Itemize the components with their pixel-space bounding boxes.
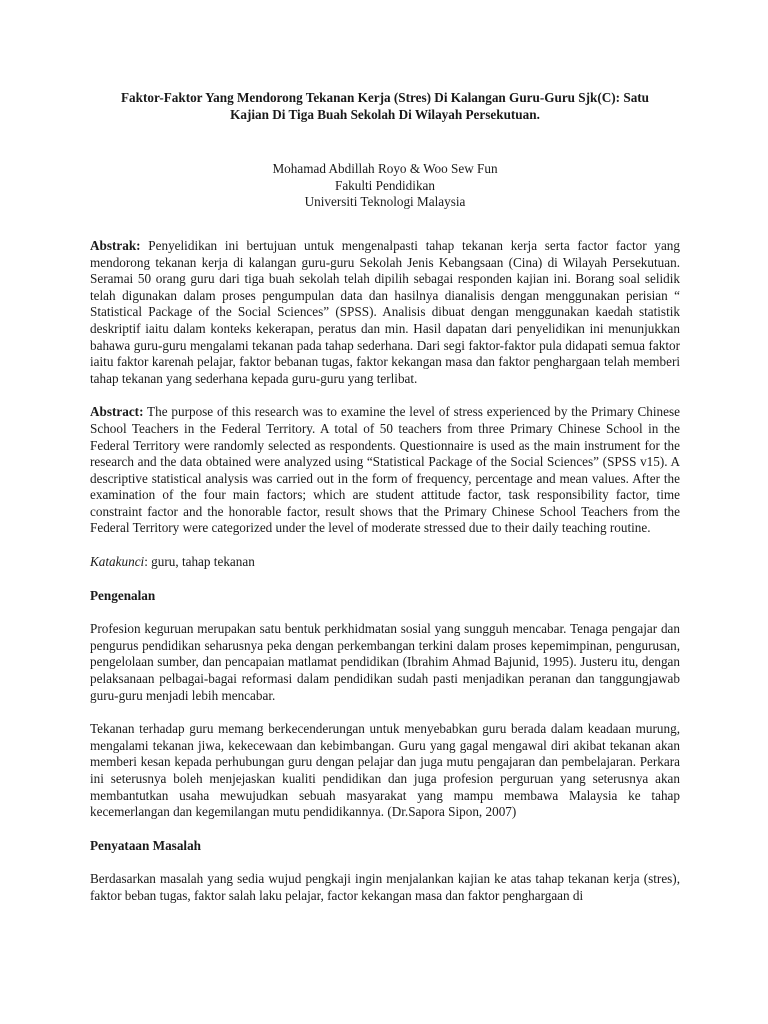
keywords-text: : guru, tahap tekanan (144, 554, 255, 570)
pengenalan-paragraph-2: Tekanan terhadap guru memang berkecenderungan untuk menyebabkan guru berada dalam keadaan murung, mengalami tekanan jiwa, kekecewaan dan kebimbangan. Guru yang gagal mengawal diri akibat tekanan akan memberi kesan kepada perhubungan guru dengan pelajar dan juga mutu pengajaran dan pembelajaran. Perkara ini seterusnya boleh menjejaskan kualiti pendidikan dan juga profesion perguruan yang seterusnya akan membantutkan usaha mewujudkan sebuah masyarakat yang mampu membawa Malaysia ke tahap kecemerlangan dan kegemilangan mutu pendidikannya. (Dr.Sapora Sipon, 2007) (90, 721, 680, 820)
author-university: Universiti Teknologi Malaysia (304, 194, 466, 210)
abstract-label: Abstract: (90, 404, 144, 420)
paper-title-line-2: Kajian Di Tiga Buah Sekolah Di Wilayah Persekutuan. (230, 106, 540, 122)
abstrak-text: Penyelidikan ini bertujuan untuk mengenalpasti tahap tekanan kerja serta factor factor yang mendorong tekanan kerja di kalangan guru-guru Sekolah Jenis Kebangsaan (Cina) di Wilayah Persekutuan. Seramai 50 orang guru dari tiga buah sekolah telah dipilih sebagai responden kajian ini. Borang soal selidik telah digunakan dalam proses pengumpulan data dan hasilnya dianalisis dengan menggunakan perisian “ Statistical Package of the Social Sciences” (SPSS). Analisis dibuat dengan menggunakan kaedah statistik deskriptif iaitu dalam konteks kekerapan, peratus dan min. Hasil dapatan dari penyelidikan ini menunjukkan bahawa guru-guru mengalami tekanan pada tahap sederhana. Dari segi faktor-faktor pula didapati semua faktor iaitu faktor karenah pelajar, faktor bebanan tugas, faktor kekangan masa dan faktor penghargaan telah memberi tahap tekanan yang sederhana kepada guru-guru yang terlibat. (90, 237, 680, 386)
penyataan-masalah-paragraph-1: Berdasarkan masalah yang sedia wujud pengkaji ingin menjalankan kajian ke atas tahap tekanan kerja (stres), faktor beban tugas, faktor salah laku pelajar, factor kekangan masa dan faktor penghargaan di (90, 871, 680, 903)
abstrak-label: Abstrak: (90, 237, 141, 253)
section-heading-pengenalan: Pengenalan (90, 587, 156, 603)
keywords-line (90, 554, 680, 571)
author-names: Mohamad Abdillah Royo & Woo Sew Fun (272, 161, 498, 177)
abstrak-paragraph (90, 238, 680, 387)
document-page (90, 90, 680, 918)
paper-title-line-1: Faktor-Faktor Yang Mendorong Tekanan Kerja (Stres) Di Kalangan Guru-Guru Sjk(C): Satu (120, 90, 650, 105)
paper-title (90, 90, 680, 123)
author-faculty: Fakulti Pendidikan (334, 177, 435, 193)
keywords-label: Katakunci (90, 554, 145, 570)
author-block (90, 161, 680, 211)
abstract-text: The purpose of this research was to examine the level of stress experienced by the Primary Chinese School Teachers in the Federal Territory. A total of 50 teachers from three Primary Chinese School in the Federal Territory were randomly selected as respondents. Questionnaire is used as the main instrument for the research and the data obtained were analyzed using “Statistical Package of the Social Sciences” (SPSS v15). A descriptive statistical analysis was carried out in the form of frequency, percentage and mean values. After the examination of the four main factors; which are student attitude factor, task responsibility factor, time constraint factor and the honorable factor, result shows that the Primary Chinese School Teachers from the Federal Territory were categorized under the level of moderate stressed due to their daily teaching routine. (90, 404, 680, 536)
section-heading-penyataan-masalah: Penyataan Masalah (90, 837, 201, 853)
abstract-paragraph (90, 404, 680, 537)
pengenalan-paragraph-1: Profesion keguruan merupakan satu bentuk perkhidmatan sosial yang sungguh mencabar. Tenaga pengajar dan pengurus pendidikan seharusnya peka dengan perkembangan terkini dalam proses kepemimpinan, pengurusan, pengelolaan sumber, dan pencapaian matlamat pendidikan (Ibrahim Ahmad Bajunid, 1995). Justeru itu, dengan pelaksanaan pelbagai-bagai reformasi dalam pendidikan sudah pasti menjadikan peranan dan tanggungjawab guru-guru menjadi lebih mencabar. (90, 621, 680, 703)
